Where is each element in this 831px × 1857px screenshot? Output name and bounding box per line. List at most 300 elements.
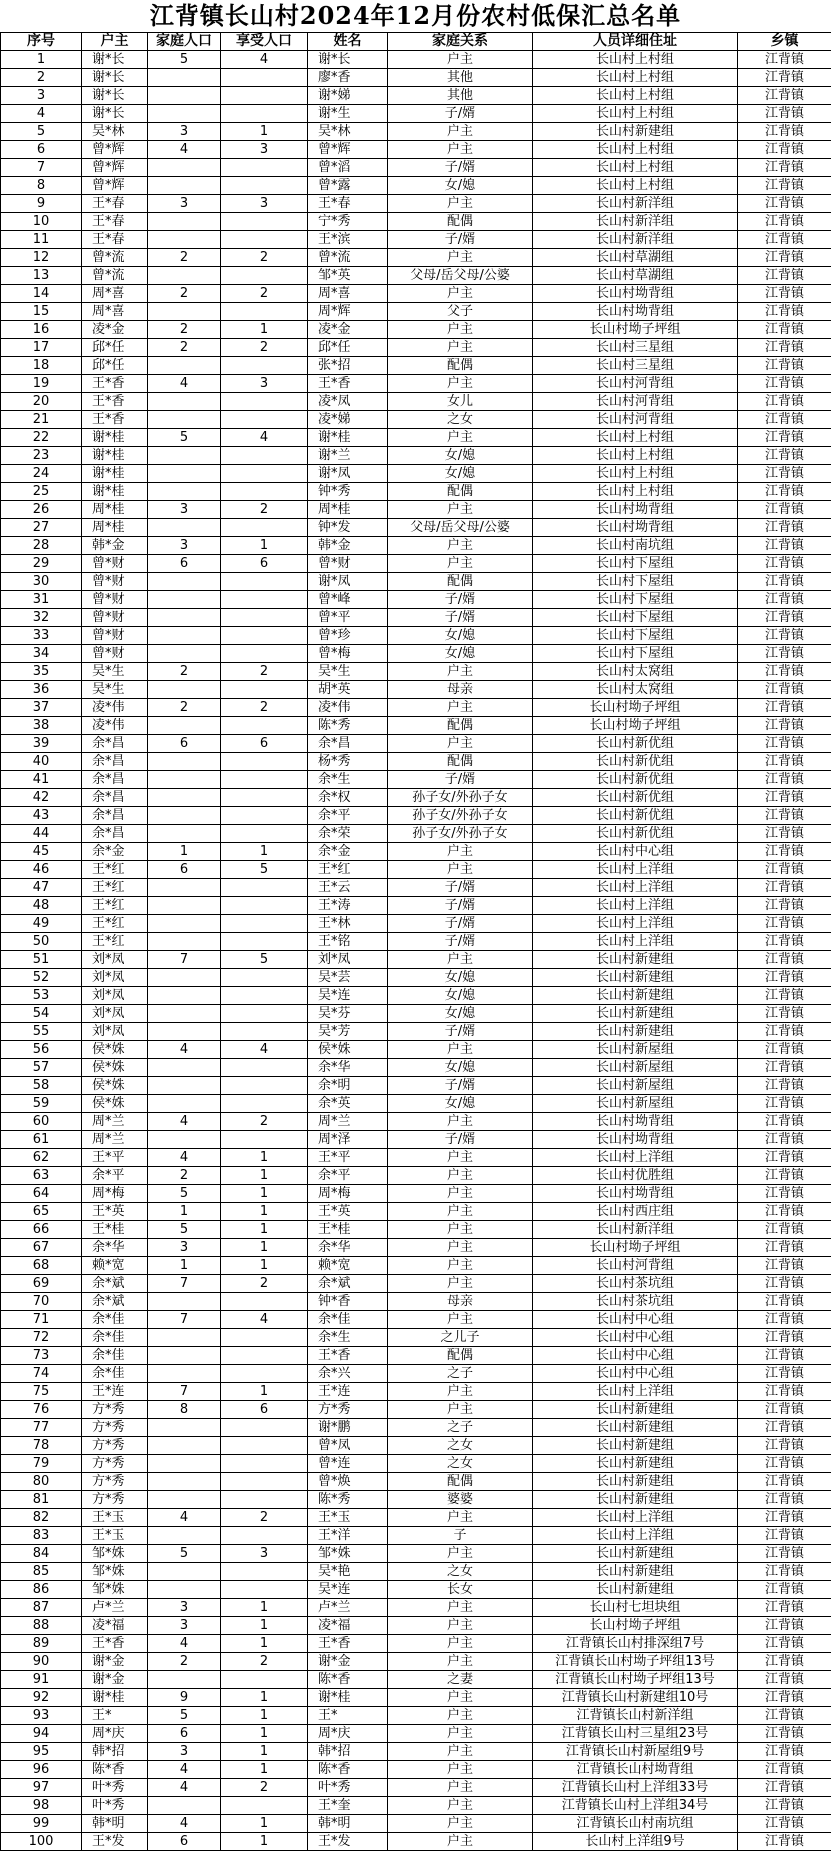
cell-seq: 60 <box>1 1113 82 1131</box>
cell-address: 长山村新优组 <box>533 825 738 843</box>
cell-relation: 女/媳 <box>388 465 533 483</box>
table-row <box>1 1293 831 1311</box>
cell-householder: 曾*财 <box>82 609 148 627</box>
cell-address: 长山村上村组 <box>533 141 738 159</box>
cell-seq: 18 <box>1 357 82 375</box>
cell-township: 江背镇 <box>738 1581 831 1599</box>
cell-address: 长山村新建组 <box>533 1023 738 1041</box>
cell-name: 邹*姝 <box>308 1545 388 1563</box>
cell-name: 周*泽 <box>308 1131 388 1149</box>
cell-family-size <box>148 1581 221 1599</box>
cell-recipients: 1 <box>221 1833 308 1851</box>
cell-seq: 88 <box>1 1617 82 1635</box>
cell-family-size <box>148 1023 221 1041</box>
cell-recipients <box>221 1797 308 1815</box>
table-row <box>1 627 831 645</box>
cell-name: 吴*连 <box>308 987 388 1005</box>
cell-address: 长山村新建组 <box>533 1437 738 1455</box>
cell-householder: 韩*招 <box>82 1743 148 1761</box>
cell-seq: 70 <box>1 1293 82 1311</box>
table-row <box>1 1023 831 1041</box>
cell-householder: 吴*生 <box>82 663 148 681</box>
column-header-address: 人员详细住址 <box>533 33 738 51</box>
cell-township: 江背镇 <box>738 591 831 609</box>
cell-seq: 99 <box>1 1815 82 1833</box>
cell-address: 长山村优胜组 <box>533 1167 738 1185</box>
cell-family-size: 2 <box>148 285 221 303</box>
cell-relation: 户主 <box>388 375 533 393</box>
cell-family-size: 3 <box>148 1617 221 1635</box>
cell-householder: 周*喜 <box>82 303 148 321</box>
cell-householder: 凌*福 <box>82 1617 148 1635</box>
cell-address: 长山村河背组 <box>533 393 738 411</box>
cell-family-size <box>148 1059 221 1077</box>
table-row <box>1 951 831 969</box>
cell-seq: 17 <box>1 339 82 357</box>
cell-township: 江背镇 <box>738 1563 831 1581</box>
cell-township: 江背镇 <box>738 1239 831 1257</box>
cell-family-size: 5 <box>148 1221 221 1239</box>
cell-seq: 50 <box>1 933 82 951</box>
cell-township: 江背镇 <box>738 1437 831 1455</box>
cell-family-size: 1 <box>148 1203 221 1221</box>
cell-address: 长山村新屋组 <box>533 1041 738 1059</box>
cell-seq: 92 <box>1 1689 82 1707</box>
cell-name: 余*权 <box>308 789 388 807</box>
cell-relation: 子/婿 <box>388 609 533 627</box>
column-header-relation: 家庭关系 <box>388 33 533 51</box>
cell-family-size <box>148 771 221 789</box>
cell-recipients <box>221 1437 308 1455</box>
cell-family-size <box>148 1329 221 1347</box>
cell-relation: 户主 <box>388 339 533 357</box>
cell-recipients <box>221 825 308 843</box>
cell-name: 谢*桂 <box>308 429 388 447</box>
cell-name: 钟*香 <box>308 1293 388 1311</box>
cell-seq: 83 <box>1 1527 82 1545</box>
cell-township: 江背镇 <box>738 483 831 501</box>
cell-township: 江背镇 <box>738 915 831 933</box>
cell-relation: 户主 <box>388 1221 533 1239</box>
cell-township: 江背镇 <box>738 1167 831 1185</box>
cell-recipients <box>221 1077 308 1095</box>
cell-name: 叶*秀 <box>308 1779 388 1797</box>
cell-recipients: 4 <box>221 429 308 447</box>
cell-address: 江背镇长山村新屋组9号 <box>533 1743 738 1761</box>
cell-family-size <box>148 393 221 411</box>
cell-relation: 女/媳 <box>388 987 533 1005</box>
table-row <box>1 159 831 177</box>
cell-name: 曾*珍 <box>308 627 388 645</box>
cell-address: 长山村上洋组 <box>533 1509 738 1527</box>
cell-name: 陈*秀 <box>308 717 388 735</box>
cell-family-size <box>148 1455 221 1473</box>
cell-relation: 女/媳 <box>388 969 533 987</box>
cell-seq: 75 <box>1 1383 82 1401</box>
cell-seq: 16 <box>1 321 82 339</box>
cell-relation: 其他 <box>388 69 533 87</box>
cell-householder: 周*桂 <box>82 519 148 537</box>
cell-family-size <box>148 1293 221 1311</box>
cell-name: 胡*英 <box>308 681 388 699</box>
cell-family-size: 2 <box>148 321 221 339</box>
table-row <box>1 735 831 753</box>
cell-address: 长山村南坑组 <box>533 537 738 555</box>
table-row <box>1 843 831 861</box>
cell-recipients <box>221 1131 308 1149</box>
table-row <box>1 1671 831 1689</box>
cell-township: 江背镇 <box>738 717 831 735</box>
cell-seq: 45 <box>1 843 82 861</box>
cell-recipients <box>221 411 308 429</box>
cell-seq: 69 <box>1 1275 82 1293</box>
cell-family-size <box>148 267 221 285</box>
cell-name: 王*奎 <box>308 1797 388 1815</box>
cell-township: 江背镇 <box>738 393 831 411</box>
cell-address: 长山村新建组 <box>533 969 738 987</box>
cell-address: 长山村上村组 <box>533 177 738 195</box>
cell-seq: 49 <box>1 915 82 933</box>
column-header-family-size: 家庭人口 <box>148 33 221 51</box>
table-row <box>1 177 831 195</box>
cell-recipients: 1 <box>221 1689 308 1707</box>
table-row <box>1 969 831 987</box>
cell-householder: 刘*凤 <box>82 987 148 1005</box>
cell-recipients: 2 <box>221 1779 308 1797</box>
cell-family-size <box>148 1365 221 1383</box>
cell-householder: 王*平 <box>82 1149 148 1167</box>
cell-name: 周*庆 <box>308 1725 388 1743</box>
cell-name: 余*斌 <box>308 1275 388 1293</box>
column-header-name: 姓名 <box>308 33 388 51</box>
cell-householder: 邹*姝 <box>82 1581 148 1599</box>
cell-recipients <box>221 987 308 1005</box>
cell-householder: 曾*财 <box>82 555 148 573</box>
cell-family-size <box>148 753 221 771</box>
cell-name: 王*滨 <box>308 231 388 249</box>
cell-name: 余*华 <box>308 1059 388 1077</box>
table-row <box>1 753 831 771</box>
cell-family-size: 3 <box>148 1599 221 1617</box>
table-row <box>1 987 831 1005</box>
cell-seq: 72 <box>1 1329 82 1347</box>
cell-name: 余*明 <box>308 1077 388 1095</box>
cell-name: 吴*艳 <box>308 1563 388 1581</box>
cell-address: 江背镇长山村上洋组33号 <box>533 1779 738 1797</box>
cell-family-size: 4 <box>148 1149 221 1167</box>
cell-address: 长山村上村组 <box>533 105 738 123</box>
cell-address: 长山村坳背组 <box>533 1131 738 1149</box>
cell-recipients: 6 <box>221 555 308 573</box>
cell-relation: 子/婿 <box>388 771 533 789</box>
cell-householder: 王*春 <box>82 195 148 213</box>
cell-address: 长山村新建组 <box>533 1581 738 1599</box>
cell-name: 谢*兰 <box>308 447 388 465</box>
cell-address: 长山村上洋组 <box>533 1527 738 1545</box>
cell-address: 长山村上村组 <box>533 87 738 105</box>
cell-township: 江背镇 <box>738 1653 831 1671</box>
cell-township: 江背镇 <box>738 1707 831 1725</box>
table-row <box>1 1779 831 1797</box>
cell-relation: 户主 <box>388 321 533 339</box>
cell-family-size <box>148 69 221 87</box>
cell-relation: 户主 <box>388 285 533 303</box>
cell-family-size <box>148 1005 221 1023</box>
cell-name: 邱*任 <box>308 339 388 357</box>
cell-name: 周*桂 <box>308 501 388 519</box>
cell-name: 吴*芬 <box>308 1005 388 1023</box>
cell-name: 曾*焕 <box>308 1473 388 1491</box>
cell-seq: 47 <box>1 879 82 897</box>
cell-seq: 54 <box>1 1005 82 1023</box>
cell-recipients <box>221 393 308 411</box>
cell-recipients: 1 <box>221 1203 308 1221</box>
cell-relation: 户主 <box>388 1761 533 1779</box>
cell-recipients: 6 <box>221 1401 308 1419</box>
cell-name: 余*华 <box>308 1239 388 1257</box>
cell-householder: 曾*辉 <box>82 159 148 177</box>
column-header-seq: 序号 <box>1 33 82 51</box>
cell-householder: 余*昌 <box>82 753 148 771</box>
cell-name: 余*平 <box>308 1167 388 1185</box>
cell-family-size <box>148 447 221 465</box>
cell-family-size <box>148 987 221 1005</box>
table-row <box>1 411 831 429</box>
cell-township: 江背镇 <box>738 303 831 321</box>
table-row <box>1 1347 831 1365</box>
cell-seq: 37 <box>1 699 82 717</box>
cell-recipients <box>221 87 308 105</box>
cell-township: 江背镇 <box>738 177 831 195</box>
table-row <box>1 573 831 591</box>
cell-township: 江背镇 <box>738 51 831 69</box>
cell-family-size <box>148 933 221 951</box>
cell-householder: 余*佳 <box>82 1347 148 1365</box>
cell-householder: 余*华 <box>82 1239 148 1257</box>
table-row <box>1 1419 831 1437</box>
cell-address: 长山村七坦块组 <box>533 1599 738 1617</box>
cell-family-size <box>148 87 221 105</box>
cell-seq: 27 <box>1 519 82 537</box>
cell-name: 曾*露 <box>308 177 388 195</box>
cell-householder: 谢*长 <box>82 87 148 105</box>
table-row <box>1 105 831 123</box>
cell-recipients: 1 <box>221 1167 308 1185</box>
cell-address: 江背镇长山村坳子坪组13号 <box>533 1671 738 1689</box>
cell-recipients: 4 <box>221 1041 308 1059</box>
cell-address: 长山村河背组 <box>533 1257 738 1275</box>
table-row <box>1 825 831 843</box>
cell-seq: 55 <box>1 1023 82 1041</box>
cell-seq: 61 <box>1 1131 82 1149</box>
cell-relation: 子/婿 <box>388 1077 533 1095</box>
table-row <box>1 339 831 357</box>
cell-seq: 34 <box>1 645 82 663</box>
cell-relation: 户主 <box>388 1041 533 1059</box>
cell-family-size <box>148 483 221 501</box>
cell-relation: 之女 <box>388 1437 533 1455</box>
cell-name: 谢*凤 <box>308 465 388 483</box>
cell-address: 江背镇长山村三星组23号 <box>533 1725 738 1743</box>
table-row <box>1 1059 831 1077</box>
cell-family-size <box>148 1437 221 1455</box>
cell-relation: 子/婿 <box>388 897 533 915</box>
cell-recipients <box>221 969 308 987</box>
cell-address: 长山村坳背组 <box>533 1113 738 1131</box>
cell-township: 江背镇 <box>738 645 831 663</box>
table-row <box>1 1005 831 1023</box>
cell-township: 江背镇 <box>738 807 831 825</box>
cell-relation: 配偶 <box>388 573 533 591</box>
table-row <box>1 897 831 915</box>
table-row <box>1 249 831 267</box>
cell-township: 江背镇 <box>738 267 831 285</box>
cell-address: 长山村新建组 <box>533 1005 738 1023</box>
table-row <box>1 447 831 465</box>
cell-seq: 82 <box>1 1509 82 1527</box>
cell-relation: 户主 <box>388 1725 533 1743</box>
cell-name: 王*铭 <box>308 933 388 951</box>
cell-recipients <box>221 627 308 645</box>
cell-family-size: 3 <box>148 501 221 519</box>
table-row <box>1 717 831 735</box>
table-row <box>1 1761 831 1779</box>
cell-recipients: 2 <box>221 1509 308 1527</box>
cell-recipients: 1 <box>221 1599 308 1617</box>
cell-township: 江背镇 <box>738 1131 831 1149</box>
cell-householder: 方*秀 <box>82 1419 148 1437</box>
cell-relation: 子/婿 <box>388 159 533 177</box>
cell-family-size: 5 <box>148 429 221 447</box>
table-row <box>1 609 831 627</box>
cell-township: 江背镇 <box>738 663 831 681</box>
cell-recipients <box>221 447 308 465</box>
cell-relation: 户主 <box>388 1707 533 1725</box>
cell-recipients <box>221 573 308 591</box>
table-row <box>1 1815 831 1833</box>
cell-township: 江背镇 <box>738 1797 831 1815</box>
cell-householder: 余*昌 <box>82 735 148 753</box>
table-row <box>1 807 831 825</box>
cell-seq: 12 <box>1 249 82 267</box>
cell-address: 长山村新优组 <box>533 735 738 753</box>
cell-address: 长山村下屋组 <box>533 645 738 663</box>
cell-township: 江背镇 <box>738 1005 831 1023</box>
cell-address: 江背镇长山村新建组10号 <box>533 1689 738 1707</box>
cell-township: 江背镇 <box>738 1761 831 1779</box>
cell-seq: 100 <box>1 1833 82 1851</box>
cell-seq: 33 <box>1 627 82 645</box>
cell-recipients: 1 <box>221 1761 308 1779</box>
cell-township: 江背镇 <box>738 141 831 159</box>
cell-recipients <box>221 69 308 87</box>
cell-township: 江背镇 <box>738 105 831 123</box>
cell-name: 余*生 <box>308 1329 388 1347</box>
cell-name: 王*涛 <box>308 897 388 915</box>
cell-householder: 王*香 <box>82 1635 148 1653</box>
cell-township: 江背镇 <box>738 501 831 519</box>
cell-householder: 刘*凤 <box>82 969 148 987</box>
cell-name: 曾*峰 <box>308 591 388 609</box>
cell-township: 江背镇 <box>738 699 831 717</box>
cell-seq: 87 <box>1 1599 82 1617</box>
cell-recipients: 1 <box>221 1617 308 1635</box>
cell-relation: 母亲 <box>388 1293 533 1311</box>
cell-seq: 90 <box>1 1653 82 1671</box>
column-header-householder: 户主 <box>82 33 148 51</box>
cell-name: 廖*香 <box>308 69 388 87</box>
cell-name: 余*英 <box>308 1095 388 1113</box>
cell-address: 长山村新建组 <box>533 1545 738 1563</box>
cell-relation: 女/媳 <box>388 1095 533 1113</box>
cell-address: 长山村上洋组 <box>533 861 738 879</box>
cell-township: 江背镇 <box>738 681 831 699</box>
table-row <box>1 393 831 411</box>
cell-seq: 85 <box>1 1563 82 1581</box>
cell-township: 江背镇 <box>738 933 831 951</box>
cell-address: 江背镇长山村坳背组 <box>533 1761 738 1779</box>
cell-householder: 周*兰 <box>82 1131 148 1149</box>
cell-township: 江背镇 <box>738 1401 831 1419</box>
cell-family-size <box>148 231 221 249</box>
cell-relation: 户主 <box>388 663 533 681</box>
cell-recipients <box>221 465 308 483</box>
cell-name: 吴*连 <box>308 1581 388 1599</box>
header-row <box>1 33 831 51</box>
cell-householder: 余*佳 <box>82 1365 148 1383</box>
cell-family-size: 2 <box>148 663 221 681</box>
table-row <box>1 1167 831 1185</box>
cell-township: 江背镇 <box>738 1023 831 1041</box>
cell-relation: 户主 <box>388 1185 533 1203</box>
cell-name: 曾*财 <box>308 555 388 573</box>
cell-recipients <box>221 1329 308 1347</box>
cell-seq: 81 <box>1 1491 82 1509</box>
cell-householder: 凌*伟 <box>82 699 148 717</box>
table-row <box>1 915 831 933</box>
cell-family-size <box>148 465 221 483</box>
cell-name: 曾*凤 <box>308 1437 388 1455</box>
cell-seq: 14 <box>1 285 82 303</box>
cell-householder: 叶*秀 <box>82 1779 148 1797</box>
cell-family-size <box>148 1095 221 1113</box>
cell-family-size <box>148 213 221 231</box>
cell-recipients <box>221 213 308 231</box>
cell-householder: 谢*桂 <box>82 429 148 447</box>
cell-seq: 79 <box>1 1455 82 1473</box>
cell-recipients: 2 <box>221 249 308 267</box>
cell-township: 江背镇 <box>738 627 831 645</box>
cell-recipients <box>221 1005 308 1023</box>
table-row <box>1 1833 831 1851</box>
cell-recipients: 1 <box>221 1149 308 1167</box>
cell-address: 长山村上洋组 <box>533 1149 738 1167</box>
table-row <box>1 87 831 105</box>
cell-seq: 1 <box>1 51 82 69</box>
cell-householder: 王*连 <box>82 1383 148 1401</box>
cell-name: 曾*滔 <box>308 159 388 177</box>
cell-relation: 户主 <box>388 1275 533 1293</box>
cell-family-size: 2 <box>148 1653 221 1671</box>
cell-township: 江背镇 <box>738 339 831 357</box>
cell-name: 周*辉 <box>308 303 388 321</box>
cell-address: 长山村新优组 <box>533 753 738 771</box>
cell-recipients <box>221 1473 308 1491</box>
cell-family-size: 4 <box>148 1113 221 1131</box>
cell-relation: 配偶 <box>388 1347 533 1365</box>
cell-householder: 王*玉 <box>82 1509 148 1527</box>
cell-address: 长山村坳子坪组 <box>533 1239 738 1257</box>
